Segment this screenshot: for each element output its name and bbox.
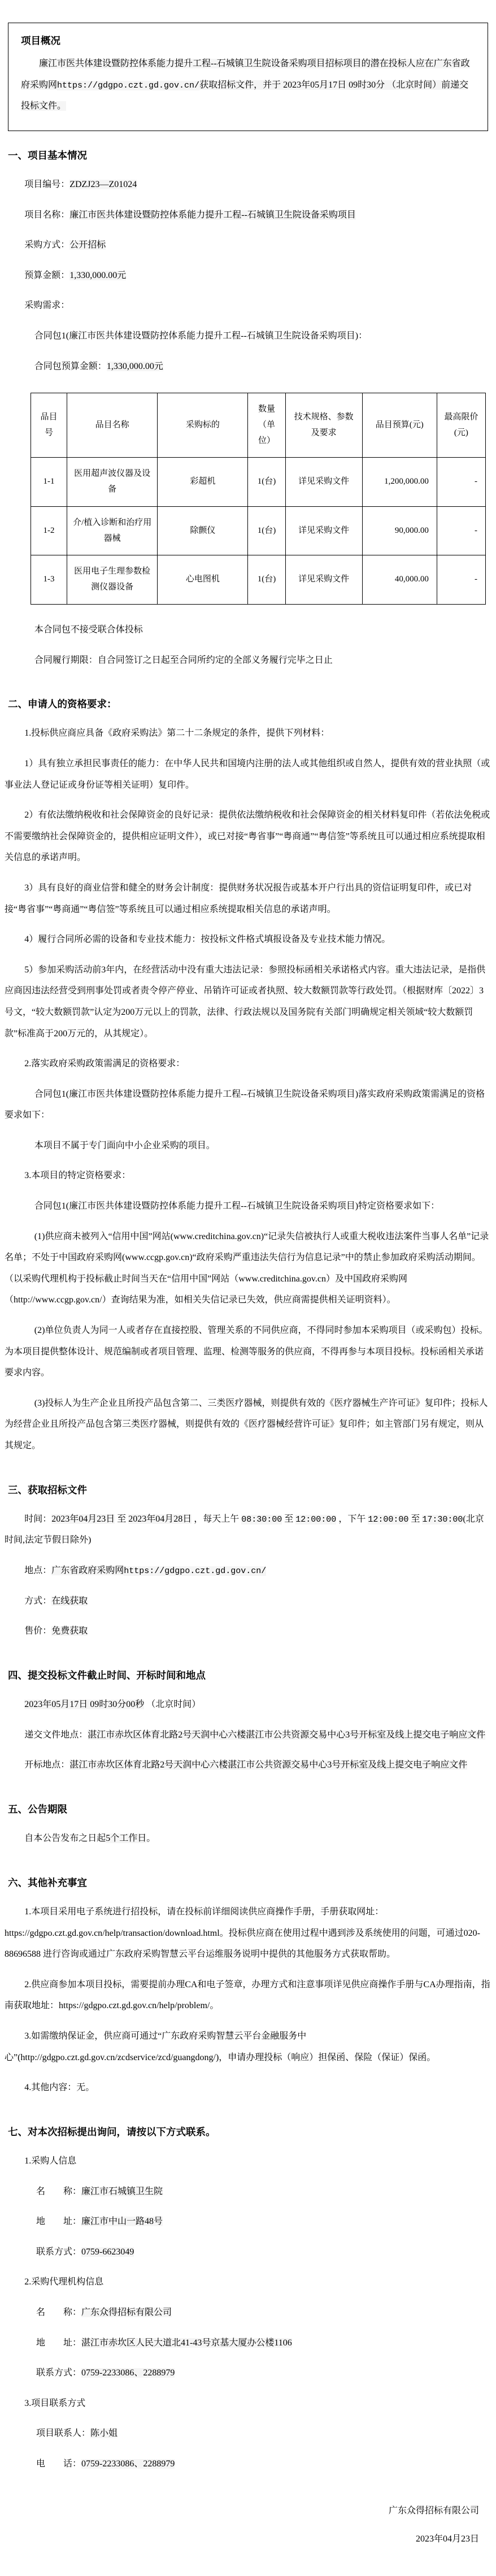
obtain-time-sep: 至 bbox=[282, 1514, 296, 1524]
table-row bbox=[31, 506, 486, 555]
buyer-address-value: 廉江市中山一路48号 bbox=[81, 2217, 163, 2227]
footer-company: 广东众得招标有限公司 bbox=[388, 2506, 479, 2516]
obtain-place-line bbox=[5, 1560, 491, 1582]
qualification-para: 5）参加采购活动前3年内，在经营活动中没有重大违法记录：参照投标函相关承诺格式内容。重大违法记录，是指供应商因违法经营受到刑事处罚或者责令停产停业、吊销许可证或者执照、较大数额罚款等行政处罚。（根据财库〔2022〕3号文，“较大数额罚款”认定为200万元以上的罚款，法律、行政法规以及国务院有关部门明确规定相关领域“较大数额罚款”标准高于200万元的，从其规定）。 bbox=[5, 965, 486, 1039]
col-header-item-budget: 品目预算(元) bbox=[362, 393, 437, 458]
submission-place-value: 湛江市赤坎区体育北路2号天润中心六楼湛江市公共资源交易中心3号开标室及线上提交电子响应文件 bbox=[88, 1730, 486, 1740]
qualification-para: 1）具有独立承担民事责任的能力：在中华人民共和国境内注册的法人或其他组织或自然人，提供有效的营业执照（或事业法人登记证或身份证等相关证明）复印件。 bbox=[5, 758, 490, 790]
table-cell-item-budget: 1,200,000.00 bbox=[362, 458, 437, 507]
obtain-time-sep: 至 bbox=[115, 1514, 129, 1524]
qualification-para: (3)投标人为生产企业且所投产品包含第二、三类医疗器械，则提供有效的《医疗器械生产许可证》复印件；投标人为经营企业且所投产品包含第三类医疗器械，则提供有效的《医疗器械经营许可证》复印件；如主管部门另有规定，则从其规定。 bbox=[5, 1398, 488, 1450]
overview-end-text: （北京时间）前递交投标文件。 bbox=[21, 80, 469, 111]
obtain-way-line bbox=[5, 1591, 491, 1612]
other-matters-para: 2.供应商参加本项目投标，需要提前办理CA和电子签章，办理方式和注意事项详见供应商操作手册与CA办理指南，指南获取地址：https://gdgpo.czt.gd.gov.cn/help/problem/。 bbox=[5, 1979, 490, 2011]
buyer-name-line bbox=[5, 2181, 491, 2203]
project-contact-person-line bbox=[5, 2423, 491, 2444]
table-cell-item-budget: 90,000.00 bbox=[362, 506, 437, 555]
col-header-quantity: 数量（单位） bbox=[248, 393, 285, 458]
obtain-price-value: 免费获取 bbox=[51, 1626, 88, 1636]
project-contact-person-value: 陈小姐 bbox=[90, 2429, 118, 2439]
table-cell-spec: 详见采购文件 bbox=[285, 555, 362, 605]
table-cell-quantity: 1(台) bbox=[248, 555, 285, 605]
obtain-way-value: 在线获取 bbox=[51, 1596, 88, 1606]
section-heading-obtain-documents: 三、获取招标文件 bbox=[8, 1484, 87, 1496]
procurement-method-value: 公开招标 bbox=[69, 240, 106, 250]
contract-period-note: 合同履行期限：自合同签订之日起至合同所约定的全部义务履行完毕之日止 bbox=[34, 655, 333, 665]
table-cell-subject: 除颤仪 bbox=[158, 506, 248, 555]
qualification-para: 本项目不属于专门面向中小企业采购的项目。 bbox=[34, 1140, 215, 1150]
table-cell-item-no: 1-2 bbox=[31, 506, 67, 555]
other-matters-para: 1.本项目采用电子系统进行招投标，请在投标前详细阅读供应商操作手册，手册获取网址：https://gdgpo.czt.gd.gov.cn/help/transaction/download.html。投标供应商在使用过程中遇到涉及系统使用的问题，可通过020-88696588 进行咨询或通过广东政府采购智慧云平台运维服务说明中提供的其他服务方式获取帮助。 bbox=[5, 1906, 481, 1960]
col-header-subject: 采购标的 bbox=[158, 393, 248, 458]
signature-block bbox=[5, 2500, 491, 2549]
obtain-price-line bbox=[5, 1621, 491, 1642]
submission-place-line bbox=[5, 1724, 491, 1746]
obtain-am-from: 08:30:00 bbox=[241, 1514, 282, 1524]
table-cell-item-no: 1-1 bbox=[31, 458, 67, 507]
project-contact-tel-line bbox=[5, 2453, 491, 2475]
bid-deadline-text: 2023年05月17日 09时30分 bbox=[283, 80, 385, 90]
obtain-time-line bbox=[5, 1509, 491, 1551]
buyer-address-line bbox=[5, 2211, 491, 2232]
submission-deadline-value: 2023年05月17日 09时30分00秒 bbox=[24, 1700, 145, 1710]
agency-name-value: 广东众得招标有限公司 bbox=[81, 2307, 172, 2317]
section-heading-other-matters: 六、其他补充事宜 bbox=[8, 1876, 87, 1888]
project-number-label: 项目编号： bbox=[24, 180, 70, 190]
announcement-period-prefix: 自本公告发布之日起 bbox=[24, 1834, 106, 1844]
opening-place-label: 开标地点： bbox=[24, 1760, 70, 1770]
qualification-para: 合同包1(廉江市医共体建设暨防控体系能力提升工程--石城镇卫生院设备采购项目)特定资格要求如下： bbox=[34, 1201, 440, 1211]
obtain-place-name: 广东省政府采购网 bbox=[51, 1566, 124, 1576]
no-consortium-note: 本合同包不接受联合体投标 bbox=[34, 624, 143, 635]
project-name-value: 廉江市医共体建设暨防控体系能力提升工程--石城镇卫生院设备采购项目 bbox=[69, 210, 356, 220]
procurement-method-line bbox=[5, 234, 491, 256]
agency-address-line bbox=[5, 2332, 491, 2354]
table-cell-spec: 详见采购文件 bbox=[285, 506, 362, 555]
submission-deadline-suffix: （北京时间） bbox=[144, 1700, 201, 1710]
qualification-para: (2)单位负责人为同一人或者存在直接控股、管理关系的不同供应商，不得同时参加本采购项目（或采购包）投标。为本项目提供整体设计、规范编制或者项目管理、监理、检测等服务的供应商，不得再参与本项目投标。投标函相关承诺要求内容。 bbox=[5, 1326, 488, 1378]
buyer-address-label: 地 址： bbox=[36, 2217, 82, 2227]
agency-tel-label: 联系方式： bbox=[36, 2368, 82, 2378]
buyer-tel-line bbox=[5, 2241, 491, 2263]
table-row bbox=[31, 555, 486, 605]
agency-info-title: 2.采购代理机构信息 bbox=[24, 2277, 104, 2287]
table-cell-subject: 心电图机 bbox=[158, 555, 248, 605]
buyer-tel-value: 0759-6623049 bbox=[81, 2247, 134, 2257]
project-number-value: ZDZJ23—Z01024 bbox=[69, 180, 137, 190]
table-cell-quantity: 1(台) bbox=[248, 506, 285, 555]
qualification-para: (1)供应商未被列入“信用中国”网站(www.creditchina.gov.cn)“记录失信被执行人或重大税收违法案件当事人名单”记录名单；不处于中国政府采购网(www.ccgp.gov.cn)“政府采购严重违法失信行为信息记录”中的禁止参加政府采购活动期间。（以采购代理机构于投标截止时间当天在“信用中国”网站（www.creditchina.gov.cn）及中国政府采购网（http://www.ccgp.gov.cn/）查询结果为准，如相关失信记录已失效，供应商需提供相关证明资料）。 bbox=[5, 1231, 489, 1305]
agency-tel-line bbox=[5, 2362, 491, 2384]
qualification-para: 合同包1(廉江市医共体建设暨防控体系能力提升工程--石城镇卫生院设备采购项目)落实政府采购政策需满足的资格要求如下： bbox=[5, 1089, 485, 1120]
agency-address-value: 湛江市赤坎区人民大道北41-43号京基大厦办公楼1106 bbox=[81, 2338, 292, 2348]
col-header-price-cap: 最高限价(元) bbox=[437, 393, 485, 458]
other-matters-para: 3.如需缴纳保证金，供应商可通过“广东政府采购智慧云平台金融服务中心”(http://gdgpo.czt.gd.gov.cn/zcdservice/zcd/guangdong/)，申请办理投标（响应）担保函、保险（保证）保函。 bbox=[5, 2031, 436, 2062]
overview-mid-text: 获取招标文件，并于 bbox=[199, 80, 284, 90]
table-cell-subject: 彩超机 bbox=[158, 458, 248, 507]
buyer-info-title: 1.采购人信息 bbox=[24, 2156, 77, 2166]
section-heading-qualification: 二、申请人的资格要求： bbox=[8, 698, 117, 710]
package-budget-value: 1,330,000.00元 bbox=[106, 361, 163, 371]
qualification-para: 3.本项目的特定资格要求： bbox=[24, 1171, 131, 1181]
table-cell-item-name: 医用电子生理参数检测仪器设备 bbox=[67, 555, 158, 605]
package-budget-line bbox=[5, 356, 491, 377]
obtain-date-from: 2023年04月23日 bbox=[51, 1514, 115, 1524]
other-matters-para: 4.其他内容：无。 bbox=[24, 2083, 95, 2093]
section-heading-basic-info: 一、项目基本情况 bbox=[8, 149, 87, 161]
budget-label: 预算金额： bbox=[24, 270, 70, 280]
contract-package-line: 合同包1(廉江市医共体建设暨防控体系能力提升工程--石城镇卫生院设备采购项目)： bbox=[34, 331, 368, 341]
footer-date: 2023年04月23日 bbox=[415, 2534, 479, 2544]
package-budget-label: 合同包预算金额： bbox=[34, 361, 107, 371]
qualification-para: 4）履行合同所必需的设备和专业技术能力：按投标文件格式填报设备及专业技术能力情况。 bbox=[24, 935, 391, 945]
announcement-period-line bbox=[5, 1828, 491, 1849]
items-table bbox=[31, 393, 486, 605]
project-contact-person-label: 项目联系人： bbox=[36, 2429, 91, 2439]
project-number-line bbox=[5, 174, 491, 196]
obtain-time-suffix: (北京时间,法定节假日除外) bbox=[5, 1514, 484, 1545]
project-name-line bbox=[5, 205, 491, 226]
obtain-place-label: 地点： bbox=[24, 1566, 52, 1576]
table-cell-item-budget: 40,000.00 bbox=[362, 555, 437, 605]
project-contact-tel-value: 0759-2233086、2288979 bbox=[81, 2458, 175, 2469]
table-cell-item-no: 1-3 bbox=[31, 555, 67, 605]
opening-place-value: 湛江市赤坎区体育北路2号天润中心六楼湛江市公共资源交易中心3号开标室及线上提交电子响应文件 bbox=[69, 1760, 468, 1770]
obtain-time-sep: 至 bbox=[408, 1514, 423, 1524]
procurement-site-url: https://gdgpo.czt.gd.gov.cn/ bbox=[57, 80, 200, 90]
agency-address-label: 地 址： bbox=[36, 2338, 82, 2348]
project-overview-title: 项目概况 bbox=[21, 35, 60, 46]
table-cell-price-cap: - bbox=[437, 506, 485, 555]
overview-intro-text: 廉江市医共体建设暨防控体系能力提升工程--石城镇卫生院设备采购项目招标项目的潜在投标人应在广东省政府采购网 bbox=[21, 59, 470, 90]
table-cell-price-cap: - bbox=[437, 458, 485, 507]
section-heading-bid-opening: 四、提交投标文件截止时间、开标时间和地点 bbox=[8, 1669, 206, 1681]
agency-tel-value: 0759-2233086、2288979 bbox=[81, 2368, 175, 2378]
qualification-para: 1.投标供应商应具备《政府采购法》第二十二条规定的条件，提供下列材料： bbox=[24, 728, 330, 739]
obtain-pm-from: 12:00:00 bbox=[368, 1514, 409, 1524]
buyer-tel-label: 联系方式： bbox=[36, 2247, 82, 2257]
project-overview-box bbox=[8, 23, 488, 131]
opening-place-line bbox=[5, 1754, 491, 1776]
table-cell-quantity: 1(台) bbox=[248, 458, 285, 507]
project-contact-title: 3.项目联系方式 bbox=[24, 2398, 86, 2408]
announcement-period-suffix: 。 bbox=[146, 1834, 156, 1844]
announcement-period-value: 5个工作日 bbox=[106, 1834, 147, 1844]
agency-name-label: 名 称： bbox=[36, 2307, 82, 2317]
project-overview-text bbox=[21, 53, 475, 117]
table-row bbox=[31, 458, 486, 507]
budget-line bbox=[5, 265, 491, 286]
table-cell-price-cap: - bbox=[437, 555, 485, 605]
table-cell-spec: 详见采购文件 bbox=[285, 458, 362, 507]
obtain-time-sep: ，每天上午 bbox=[192, 1514, 242, 1524]
obtain-price-label: 售价： bbox=[24, 1626, 52, 1636]
procurement-method-label: 采购方式： bbox=[24, 240, 70, 250]
section-heading-announcement-period: 五、公告期限 bbox=[8, 1803, 67, 1815]
col-header-item-name: 品目名称 bbox=[67, 393, 158, 458]
agency-name-line bbox=[5, 2302, 491, 2323]
obtain-time-label: 时间： bbox=[24, 1514, 52, 1524]
qualification-para: 2）有依法缴纳税收和社会保障资金的良好记录：提供依法缴纳税收和社会保障资金的相关材料复印件（若依法免税或不需要缴纳社会保障资金的，提供相应证明文件），或已对接“粤省事”“粤商通”“粤信签”等系统且可以通过相应系统提取相关信息的承诺声明。 bbox=[5, 810, 490, 863]
table-cell-item-name: 介/植入诊断和治疗用器械 bbox=[67, 506, 158, 555]
qualification-para: 3）具有良好的商业信誉和健全的财务会计制度：提供财务状况报告或基本开户行出具的资信证明复印件，或已对接“粤省事”“粤商通”“粤信签”等系统且可以通过相应系统提取相关信息的承诺声明。 bbox=[5, 883, 472, 914]
buyer-name-value: 廉江市石城镇卫生院 bbox=[81, 2186, 163, 2196]
qualification-para: 2.落实政府采购政策需满足的资格要求： bbox=[24, 1059, 185, 1069]
section-heading-contact: 七、对本次招标提出询问，请按以下方式联系。 bbox=[8, 2126, 216, 2138]
col-header-spec: 技术规格、参数及要求 bbox=[285, 393, 362, 458]
submission-deadline-line bbox=[5, 1694, 491, 1715]
obtain-way-label: 方式： bbox=[24, 1596, 52, 1606]
project-name-label: 项目名称： bbox=[24, 210, 70, 220]
submission-place-label: 递交文件地点： bbox=[24, 1730, 88, 1740]
col-header-item-no: 品目号 bbox=[31, 393, 67, 458]
obtain-time-sep: ，下午 bbox=[336, 1514, 368, 1524]
table-cell-item-name: 医用超声波仪器及设备 bbox=[67, 458, 158, 507]
obtain-date-to: 2023年04月28日 bbox=[128, 1514, 192, 1524]
budget-value: 1,330,000.00元 bbox=[69, 270, 127, 280]
buyer-name-label: 名 称： bbox=[36, 2186, 82, 2196]
project-contact-tel-label: 电 话： bbox=[36, 2458, 82, 2469]
demand-line: 采购需求： bbox=[24, 301, 70, 311]
obtain-am-to: 12:00:00 bbox=[295, 1514, 337, 1524]
items-table-header-row bbox=[31, 393, 486, 458]
obtain-place-url: https://gdgpo.czt.gd.gov.cn/ bbox=[124, 1566, 267, 1576]
obtain-pm-to: 17:30:00 bbox=[422, 1514, 463, 1524]
